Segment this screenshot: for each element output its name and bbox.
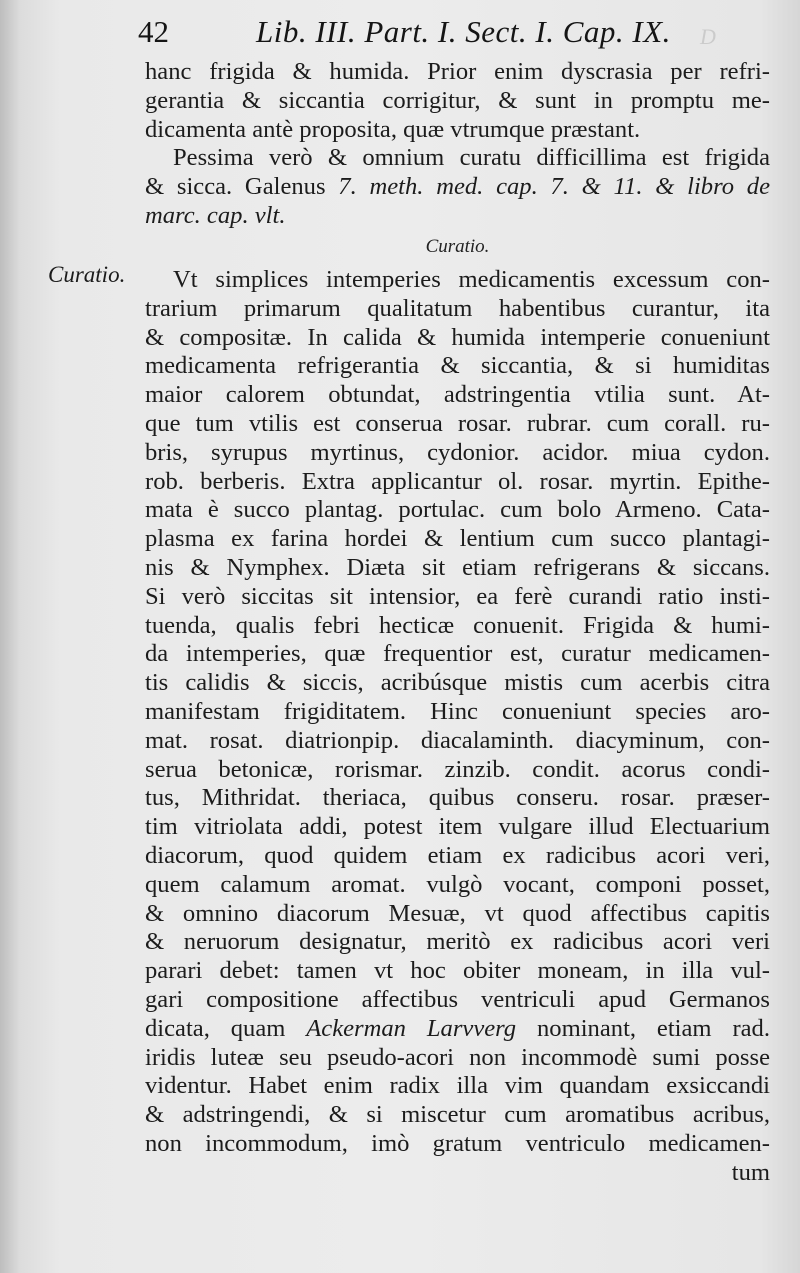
text-line: iridis luteæ seu pseudo-acori non incommodè sumi posse bbox=[145, 1043, 770, 1071]
text-line: quem calamum aromat. vulgò vocant, componi posset, bbox=[145, 870, 770, 898]
text-line: serua betonicæ, rorismar. zinzib. condit. acorus condi- bbox=[145, 755, 770, 783]
text-line: tis calidis & siccis, acribúsque mistis cum acerbis citra bbox=[145, 669, 770, 697]
curatio-paragraph bbox=[145, 266, 770, 1188]
running-title: Lib. III. Part. I. Sect. I. Cap. IX. bbox=[256, 14, 671, 49]
text-line: videntur. Habet enim radix illa vim quandam exsiccandi bbox=[145, 1072, 770, 1100]
show-through-text: D bbox=[700, 24, 716, 49]
text-line: manifestam frigiditatem. Hinc conueniunt species aro- bbox=[145, 697, 770, 725]
text-line: & adstringendi, & si miscetur cum aromatibus acribus, bbox=[145, 1101, 770, 1129]
text-line: & compositæ. In calida & humida intemperie conueniunt bbox=[145, 323, 770, 351]
text-line: plasma ex farina hordei & lentium cum succo plantagi- bbox=[145, 525, 770, 553]
text-line: Vt simplices intemperies medicamentis excessum con- bbox=[173, 266, 770, 293]
page-number: 42 bbox=[138, 14, 169, 49]
text-line: trarium primarum qualitatum habentibus curantur, ita bbox=[145, 294, 770, 322]
text-line: non incommodum, imò gratum ventriculo medicamen- bbox=[145, 1129, 770, 1157]
text-line: mat. rosat. diatrionpip. diacalaminth. diacyminum, con- bbox=[145, 726, 770, 754]
text-line: da intemperies, quæ frequentior est, curatur medicamen- bbox=[145, 640, 770, 668]
text-line: dicamenta antè proposita, quæ vtrumque præstant. bbox=[145, 115, 641, 143]
section-subheading: Curatio. bbox=[425, 236, 490, 257]
text-line: & neruorum designatur, meritò ex radicibus acori veri bbox=[145, 928, 770, 956]
margin-note: Curatio. bbox=[48, 262, 126, 287]
text-line-with-italic bbox=[145, 1015, 770, 1044]
text-line: maior calorem obtundat, adstringentia vtilia sunt. At- bbox=[145, 381, 770, 409]
text-line: tus, Mithridat. theriaca, quibus conseru. rosar. præser- bbox=[145, 784, 770, 812]
italic-name: Ackerman Larvverg bbox=[306, 1014, 517, 1042]
text-line: gari compositione affectibus ventriculi apud Germanos bbox=[145, 985, 770, 1013]
text-line: rob. berberis. Extra applicantur ol. rosar. myrtin. Epithe- bbox=[145, 467, 770, 495]
text-line: que tum vtilis est conserua rosar. rubrar. cum corall. ru- bbox=[145, 409, 770, 437]
text-span: dicata, quam bbox=[145, 1014, 286, 1042]
citation: 7. meth. med. cap. 7. & 11. & libro de bbox=[338, 173, 770, 201]
text-line: tuenda, qualis febri hecticæ conuenit. Frigida & humi- bbox=[145, 611, 770, 639]
text-line: Si verò siccitas sit intensior, ea ferè curandi ratio insti- bbox=[145, 582, 770, 610]
text-line: medicamenta refrigerantia & siccantia, & si humiditas bbox=[145, 352, 770, 380]
intro-paragraph bbox=[145, 58, 770, 231]
text-line-with-citation bbox=[145, 173, 770, 202]
text-line: tim vitriolata addi, potest item vulgare illud Electuarium bbox=[145, 813, 770, 841]
text-line: bris, syrupus myrtinus, cydonior. acidor. miua cydon. bbox=[145, 438, 770, 466]
text-line: parari debet: tamen vt hoc obiter moneam, in illa vul- bbox=[145, 957, 770, 985]
text-span: & sicca. Galenus bbox=[145, 173, 326, 201]
citation-line: marc. cap. vlt. bbox=[145, 201, 286, 229]
catchword: tum bbox=[731, 1158, 770, 1186]
text-line: gerantia & siccantia corrigitur, & sunt in promptu me- bbox=[145, 86, 770, 114]
text-span: nominant, etiam rad. bbox=[537, 1014, 770, 1042]
text-line: diacorum, quod quidem etiam ex radicibus acori veri, bbox=[145, 841, 770, 869]
text-line: & omnino diacorum Mesuæ, vt quod affectibus capitis bbox=[145, 899, 770, 927]
text-line: hanc frigida & humida. Prior enim dyscrasia per refri- bbox=[145, 58, 770, 85]
text-line: mata è succo plantag. portulac. cum bolo Armeno. Cata- bbox=[145, 496, 770, 524]
running-header bbox=[138, 14, 698, 58]
text-line: nis & Nymphex. Diæta sit etiam refrigerans & siccans. bbox=[145, 553, 770, 581]
text-line: Pessima verò & omnium curatu difficillima est frigida bbox=[173, 144, 770, 172]
